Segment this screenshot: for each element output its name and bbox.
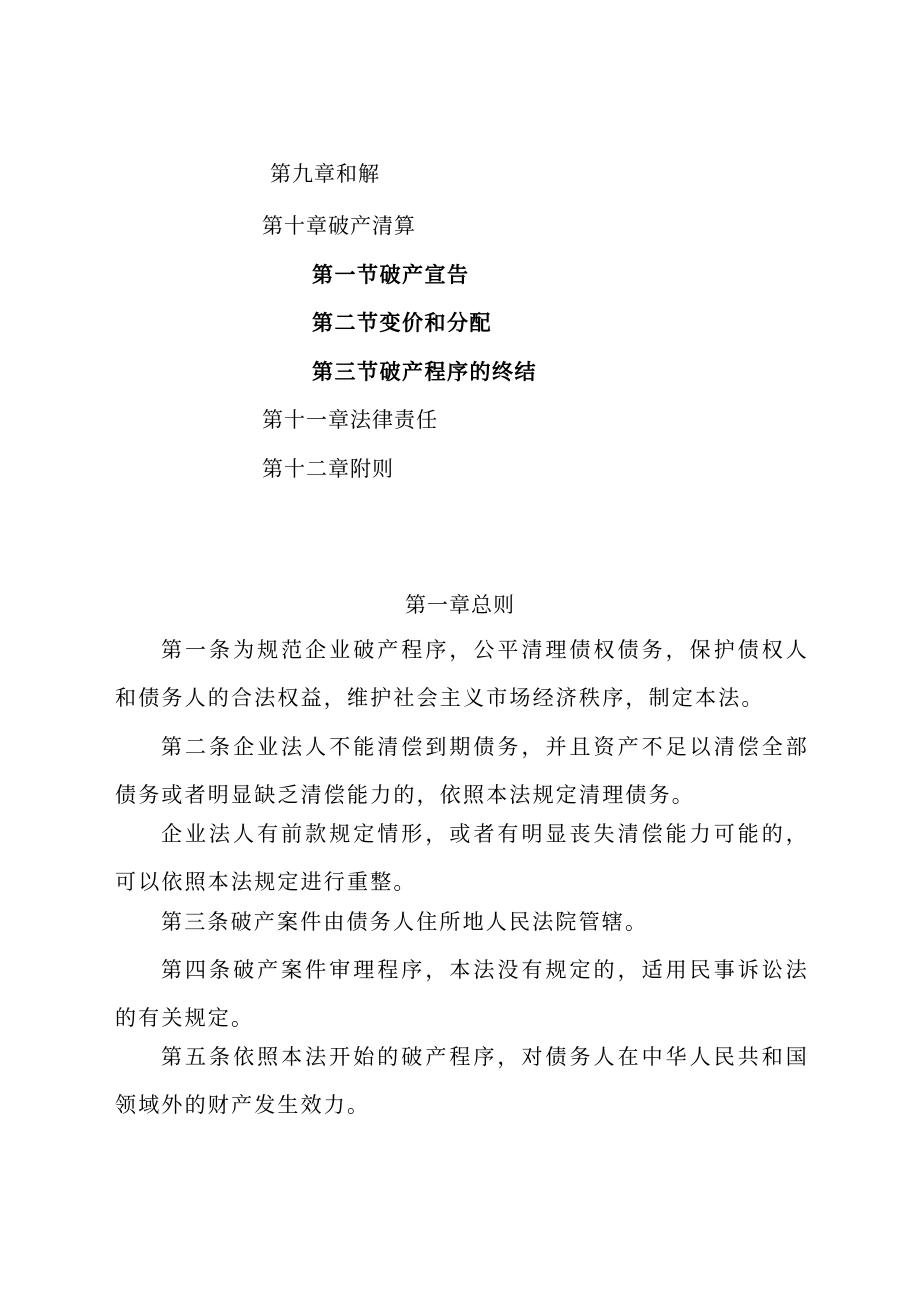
article-1: 第一条为规范企业破产程序，公平清理债权债务，保护债权人和债务人的合法权益，维护社会主义市场经济秩序，制定本法。	[115, 638, 809, 710]
toc-chapter-12: 第十二章附则	[262, 457, 394, 481]
article-2: 第二条企业法人不能清偿到期债务，并且资产不足以清偿全部债务或者明显缺乏清偿能力的，依照本法规定清理债务。	[115, 735, 809, 807]
toc-chapter-9: 第九章和解	[270, 162, 380, 186]
article-5: 第五条依照本法开始的破产程序，对债务人在中华人民共和国领域外的财产发生效力。	[115, 1045, 809, 1117]
toc-chapter-11: 第十一章法律责任	[262, 408, 438, 432]
toc-section-3: 第三节破产程序的终结	[312, 359, 537, 384]
toc-section-1: 第一节破产宣告	[312, 262, 470, 287]
article-4: 第四条破产案件审理程序，本法没有规定的，适用民事诉讼法的有关规定。	[115, 958, 809, 1030]
toc-chapter-10: 第十章破产清算	[262, 214, 416, 238]
article-3: 第三条破产案件由债务人住所地人民法院管辖。	[161, 910, 649, 934]
chapter-title: 第一章总则	[405, 593, 515, 617]
article-2-clause: 企业法人有前款规定情形，或者有明显丧失清偿能力可能的，可以依照本法规定进行重整。	[115, 822, 809, 894]
toc-section-2: 第二节变价和分配	[312, 310, 492, 335]
